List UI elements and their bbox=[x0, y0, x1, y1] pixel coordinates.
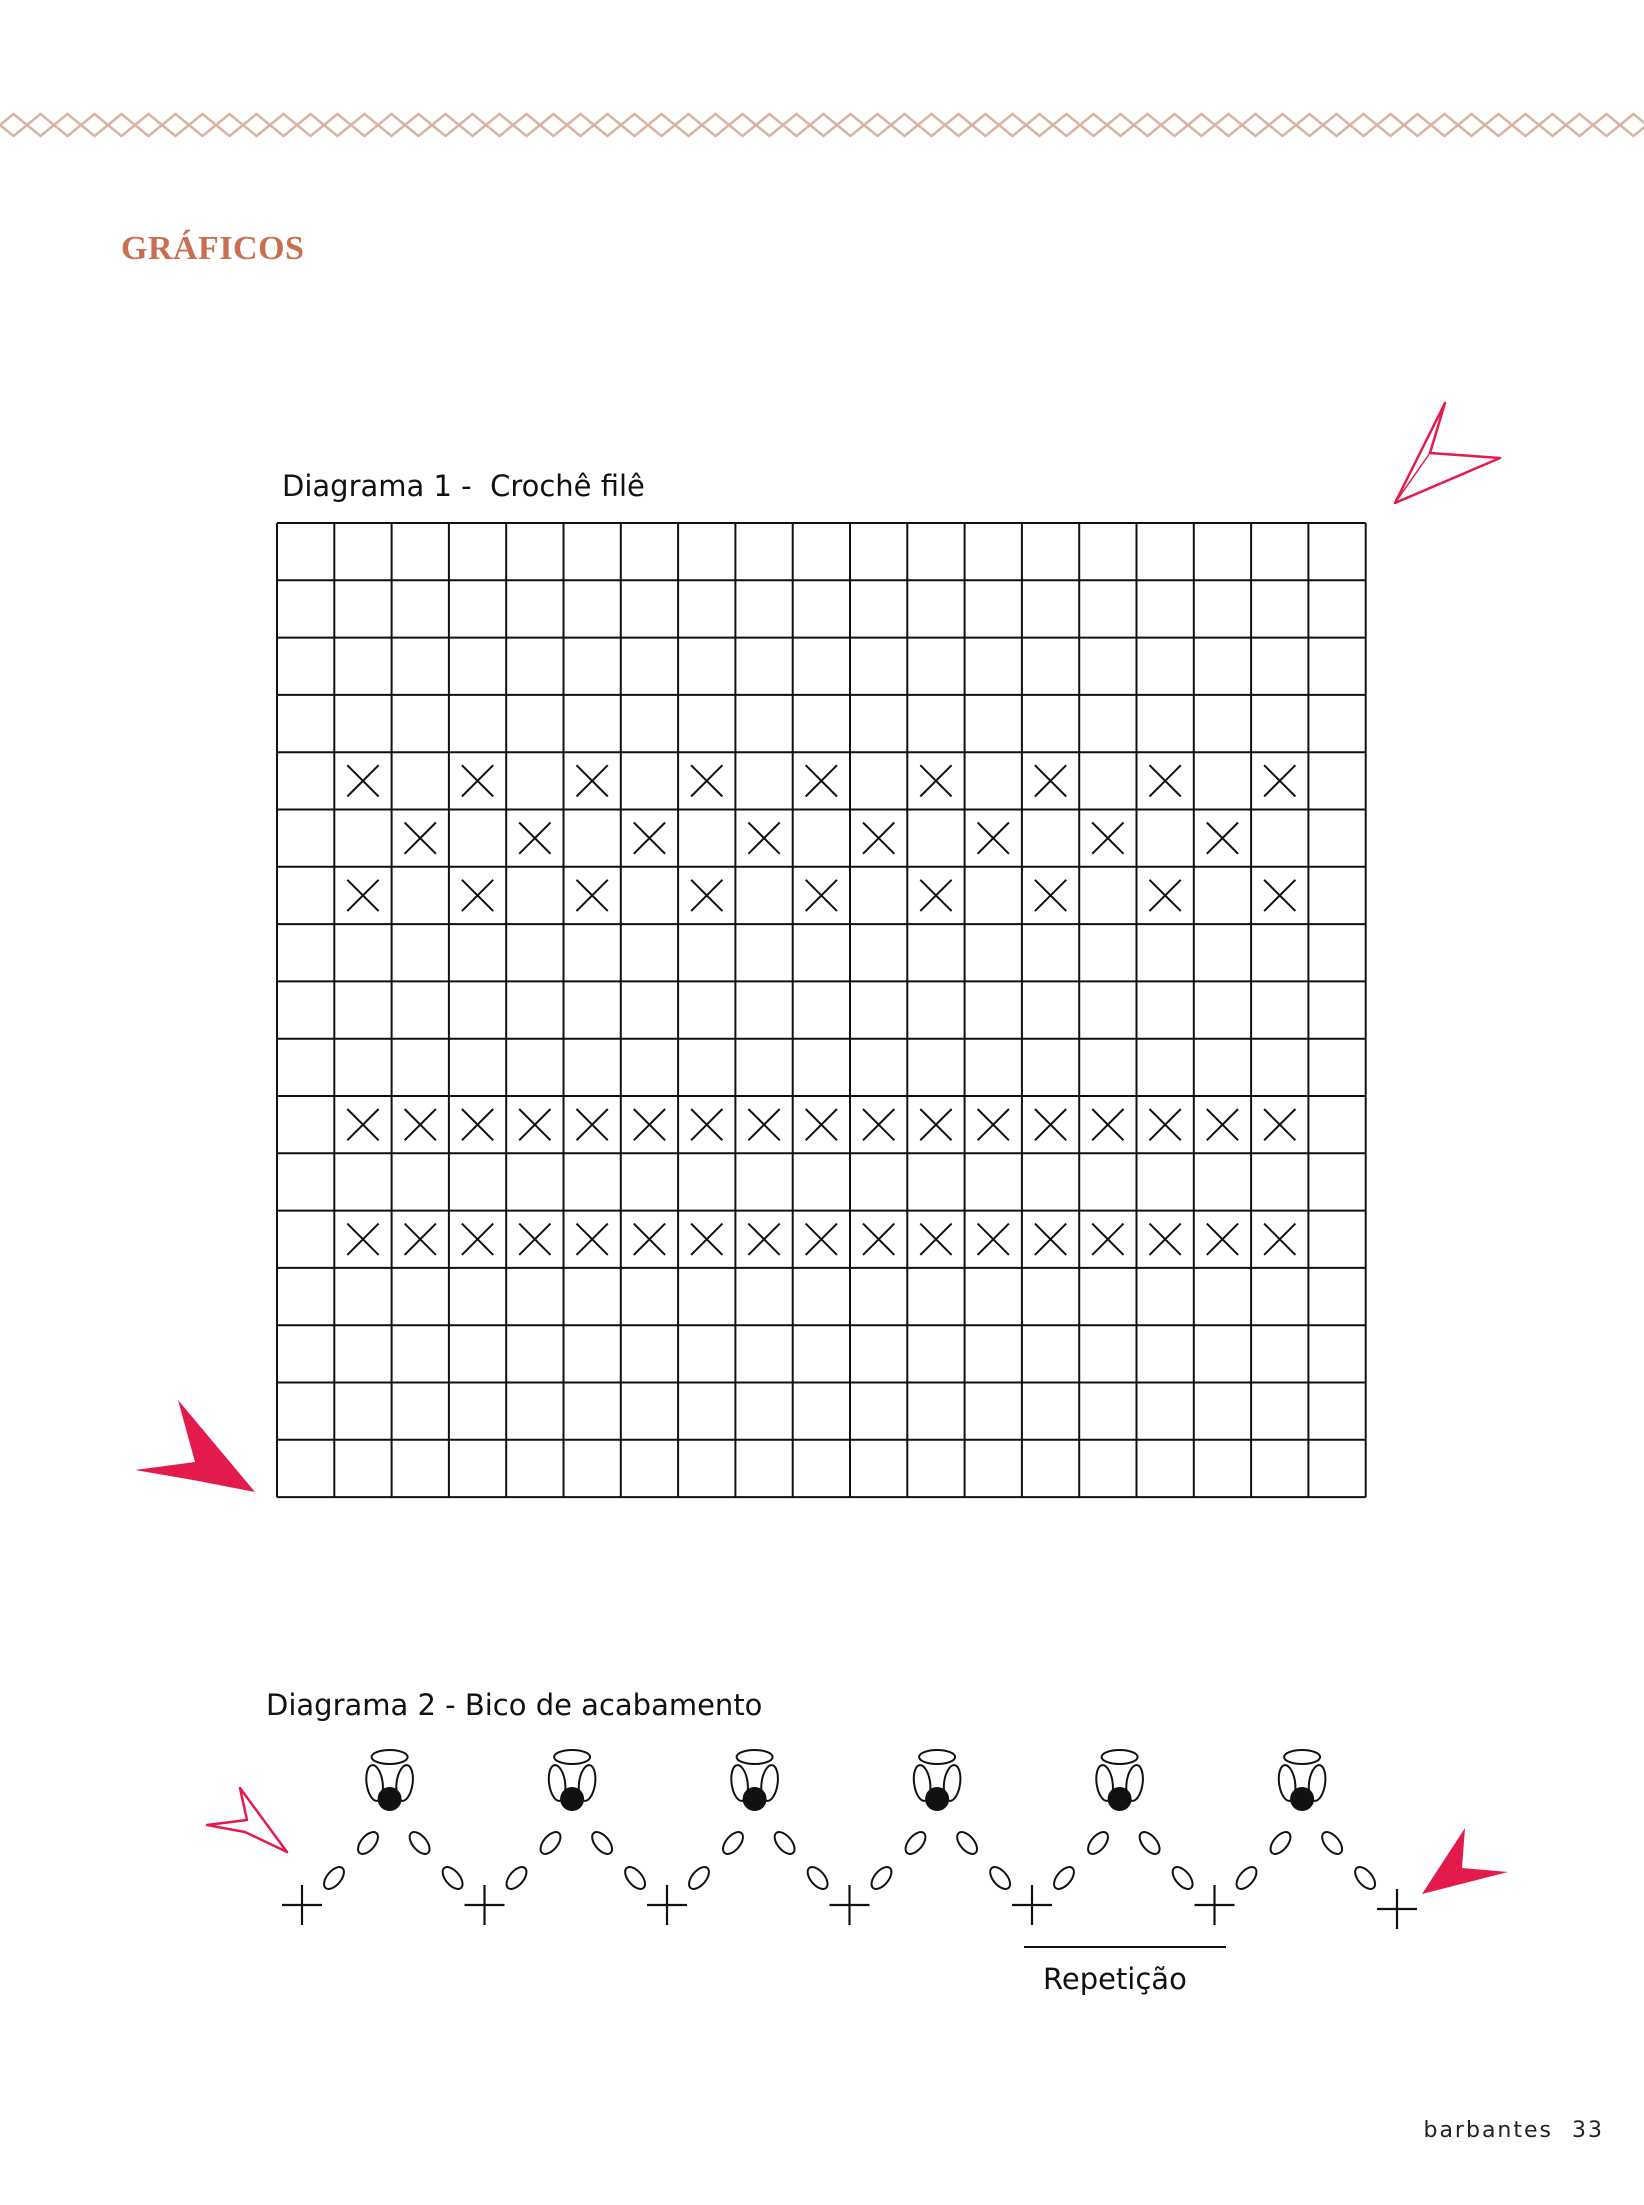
filled-cell-x-mark bbox=[691, 765, 722, 796]
filled-cell-x-mark bbox=[978, 823, 1009, 854]
border-diamond bbox=[432, 114, 459, 136]
repeat-indicator-line bbox=[1024, 1946, 1226, 1948]
filled-cell-x-mark bbox=[1150, 765, 1181, 796]
filled-cell-x-mark bbox=[462, 765, 493, 796]
single-crochet-symbol bbox=[830, 1885, 870, 1925]
chain-stitch-symbol bbox=[1169, 1864, 1196, 1893]
picot-symbol bbox=[547, 1750, 598, 1811]
chain-stitch-symbol bbox=[902, 1829, 929, 1858]
picot-symbol bbox=[364, 1750, 415, 1811]
filled-cell-x-mark bbox=[577, 765, 608, 796]
border-diamond bbox=[891, 114, 918, 136]
border-diamond bbox=[1539, 114, 1566, 136]
filled-cell-x-mark bbox=[462, 1224, 493, 1255]
border-diamond bbox=[405, 114, 432, 136]
filled-cell-x-mark bbox=[1150, 1109, 1181, 1140]
border-diamond bbox=[1269, 114, 1296, 136]
chain-stitch-symbol bbox=[1351, 1864, 1378, 1893]
picot-symbol bbox=[1094, 1750, 1145, 1811]
border-diamond bbox=[864, 114, 891, 136]
page-number: 33 bbox=[1572, 2118, 1604, 2143]
filled-cell-x-mark bbox=[748, 823, 779, 854]
filled-cell-x-mark bbox=[806, 1109, 837, 1140]
chain-stitch-symbol bbox=[1318, 1829, 1345, 1858]
chain-stitch-symbol bbox=[439, 1864, 466, 1893]
border-diamond bbox=[81, 114, 108, 136]
border-diamond bbox=[1026, 114, 1053, 136]
outline-arrow-icon bbox=[1390, 398, 1510, 508]
filled-cell-x-mark bbox=[1207, 1224, 1238, 1255]
filled-cell-x-mark bbox=[1264, 880, 1295, 911]
single-crochet-symbol bbox=[1195, 1885, 1235, 1925]
single-crochet-symbol bbox=[282, 1885, 322, 1925]
border-diamond bbox=[729, 114, 756, 136]
border-diamond bbox=[1620, 114, 1644, 136]
filled-cell-x-mark bbox=[691, 1224, 722, 1255]
filled-cell-x-mark bbox=[748, 1224, 779, 1255]
filled-cell-x-mark bbox=[691, 880, 722, 911]
border-diamond bbox=[810, 114, 837, 136]
border-diamond bbox=[1377, 114, 1404, 136]
border-diamond bbox=[1134, 114, 1161, 136]
filled-cell-x-mark bbox=[519, 1224, 550, 1255]
chain-stitch-symbol bbox=[685, 1864, 712, 1893]
border-diamond bbox=[378, 114, 405, 136]
filled-cell-x-mark bbox=[1035, 1109, 1066, 1140]
border-diamond bbox=[135, 114, 162, 136]
single-crochet-symbol bbox=[465, 1885, 505, 1925]
section-title: GRÁFICOS bbox=[121, 230, 305, 267]
chain-stitch-symbol bbox=[804, 1864, 831, 1893]
border-diamond bbox=[1296, 114, 1323, 136]
border-diamond bbox=[297, 114, 324, 136]
border-diamond bbox=[918, 114, 945, 136]
filled-cell-x-mark bbox=[519, 1109, 550, 1140]
chain-stitch-symbol bbox=[588, 1829, 615, 1858]
border-diamond bbox=[1107, 114, 1134, 136]
chain-stitch-symbol bbox=[719, 1829, 746, 1858]
filled-cell-x-mark bbox=[634, 823, 665, 854]
filled-cell-x-mark bbox=[863, 1109, 894, 1140]
filled-cell-x-mark bbox=[806, 1224, 837, 1255]
border-diamond bbox=[324, 114, 351, 136]
filled-cell-x-mark bbox=[863, 1224, 894, 1255]
filled-cell-x-mark bbox=[920, 1224, 951, 1255]
chain-stitch-symbol bbox=[406, 1829, 433, 1858]
border-diamond bbox=[837, 114, 864, 136]
picot-symbol bbox=[1277, 1750, 1328, 1811]
filled-cell-x-mark bbox=[806, 765, 837, 796]
border-diamond bbox=[702, 114, 729, 136]
page-footer bbox=[1423, 2118, 1604, 2143]
border-diamond bbox=[972, 114, 999, 136]
filled-cell-x-mark bbox=[462, 1109, 493, 1140]
filled-cell-x-mark bbox=[347, 765, 378, 796]
solid-arrow-icon bbox=[133, 1396, 258, 1496]
filled-cell-x-mark bbox=[462, 880, 493, 911]
filled-cell-x-mark bbox=[863, 823, 894, 854]
filled-cell-x-mark bbox=[405, 823, 436, 854]
filled-cell-x-mark bbox=[1264, 765, 1295, 796]
filled-cell-x-mark bbox=[978, 1224, 1009, 1255]
border-diamond bbox=[1161, 114, 1188, 136]
border-diamond bbox=[1566, 114, 1593, 136]
filled-cell-x-mark bbox=[1207, 1109, 1238, 1140]
filled-cell-x-mark bbox=[1035, 880, 1066, 911]
filled-cell-x-mark bbox=[634, 1109, 665, 1140]
border-diamond bbox=[1512, 114, 1539, 136]
border-diamond bbox=[783, 114, 810, 136]
chain-stitch-symbol bbox=[771, 1829, 798, 1858]
border-diamond bbox=[1458, 114, 1485, 136]
filled-cell-x-mark bbox=[347, 1109, 378, 1140]
border-diamond bbox=[243, 114, 270, 136]
chain-stitch-symbol bbox=[537, 1829, 564, 1858]
border-diamond bbox=[486, 114, 513, 136]
filled-cell-x-mark bbox=[347, 880, 378, 911]
border-diamond bbox=[999, 114, 1026, 136]
border-diamond bbox=[1242, 114, 1269, 136]
border-diamond bbox=[513, 114, 540, 136]
single-crochet-symbol bbox=[1012, 1885, 1052, 1925]
filled-cell-x-mark bbox=[1092, 1224, 1123, 1255]
chain-stitch-symbol bbox=[1233, 1864, 1260, 1893]
filled-cell-x-mark bbox=[920, 765, 951, 796]
decorative-border bbox=[0, 100, 1644, 150]
border-diamond bbox=[162, 114, 189, 136]
border-diamond bbox=[1053, 114, 1080, 136]
filled-cell-x-mark bbox=[577, 880, 608, 911]
border-diamond bbox=[648, 114, 675, 136]
repeat-label: Repetição bbox=[1043, 1962, 1187, 1996]
border-diamond bbox=[621, 114, 648, 136]
filled-cell-x-mark bbox=[1150, 880, 1181, 911]
border-diamond bbox=[1323, 114, 1350, 136]
filled-cell-x-mark bbox=[1150, 1224, 1181, 1255]
filled-cell-x-mark bbox=[1035, 765, 1066, 796]
filled-cell-x-mark bbox=[1092, 823, 1123, 854]
single-crochet-symbol bbox=[647, 1885, 687, 1925]
border-diamond bbox=[1593, 114, 1620, 136]
chain-stitch-symbol bbox=[503, 1864, 530, 1893]
footer-title: barbantes bbox=[1423, 2118, 1553, 2143]
border-diamond bbox=[54, 114, 81, 136]
border-diamond bbox=[189, 114, 216, 136]
diagram-2-label: Diagrama 2 - Bico de acabamento bbox=[266, 1688, 763, 1722]
filled-cell-x-mark bbox=[691, 1109, 722, 1140]
filled-cell-x-mark bbox=[806, 880, 837, 911]
filled-cell-x-mark bbox=[1264, 1224, 1295, 1255]
edging-stitch-diagram bbox=[270, 1745, 1430, 1945]
border-diamond bbox=[27, 114, 54, 136]
chain-stitch-symbol bbox=[1050, 1864, 1077, 1893]
border-diamond bbox=[1431, 114, 1458, 136]
filled-cell-x-mark bbox=[577, 1224, 608, 1255]
chain-stitch-symbol bbox=[621, 1864, 648, 1893]
border-diamond bbox=[594, 114, 621, 136]
solid-arrow-icon bbox=[1420, 1826, 1510, 1896]
picot-symbol bbox=[912, 1750, 963, 1811]
filled-cell-x-mark bbox=[1035, 1224, 1066, 1255]
chain-stitch-symbol bbox=[986, 1864, 1013, 1893]
picot-symbol bbox=[729, 1750, 780, 1811]
border-diamond bbox=[540, 114, 567, 136]
filled-cell-x-mark bbox=[405, 1109, 436, 1140]
chain-stitch-symbol bbox=[354, 1829, 381, 1858]
filet-crochet-grid bbox=[270, 516, 1370, 1506]
chain-stitch-symbol bbox=[868, 1864, 895, 1893]
border-diamond bbox=[459, 114, 486, 136]
border-diamond bbox=[945, 114, 972, 136]
filled-cell-x-mark bbox=[1207, 823, 1238, 854]
filled-cell-x-mark bbox=[748, 1109, 779, 1140]
chain-stitch-symbol bbox=[1267, 1829, 1294, 1858]
filled-cell-x-mark bbox=[405, 1224, 436, 1255]
border-diamond bbox=[1485, 114, 1512, 136]
border-diamond bbox=[756, 114, 783, 136]
border-diamond bbox=[351, 114, 378, 136]
filled-cell-x-mark bbox=[1264, 1109, 1295, 1140]
filled-cell-x-mark bbox=[634, 1224, 665, 1255]
border-diamond bbox=[270, 114, 297, 136]
chain-stitch-symbol bbox=[1084, 1829, 1111, 1858]
filled-cell-x-mark bbox=[920, 880, 951, 911]
diagram-1-label: Diagrama 1 - Crochê filê bbox=[282, 469, 645, 503]
border-diamond bbox=[1188, 114, 1215, 136]
chain-stitch-symbol bbox=[320, 1864, 347, 1893]
border-diamond bbox=[216, 114, 243, 136]
chain-stitch-symbol bbox=[1136, 1829, 1163, 1858]
border-diamond bbox=[1215, 114, 1242, 136]
filled-cell-x-mark bbox=[1092, 1109, 1123, 1140]
border-diamond bbox=[0, 114, 27, 136]
filled-cell-x-mark bbox=[577, 1109, 608, 1140]
border-diamond bbox=[675, 114, 702, 136]
single-crochet-symbol bbox=[1377, 1889, 1417, 1929]
filled-cell-x-mark bbox=[978, 1109, 1009, 1140]
border-diamond bbox=[108, 114, 135, 136]
border-diamond bbox=[1404, 114, 1431, 136]
filled-cell-x-mark bbox=[519, 823, 550, 854]
border-diamond bbox=[1080, 114, 1107, 136]
border-diamond bbox=[567, 114, 594, 136]
filled-cell-x-mark bbox=[347, 1224, 378, 1255]
border-diamond bbox=[1350, 114, 1377, 136]
chain-stitch-symbol bbox=[953, 1829, 980, 1858]
filled-cell-x-mark bbox=[920, 1109, 951, 1140]
